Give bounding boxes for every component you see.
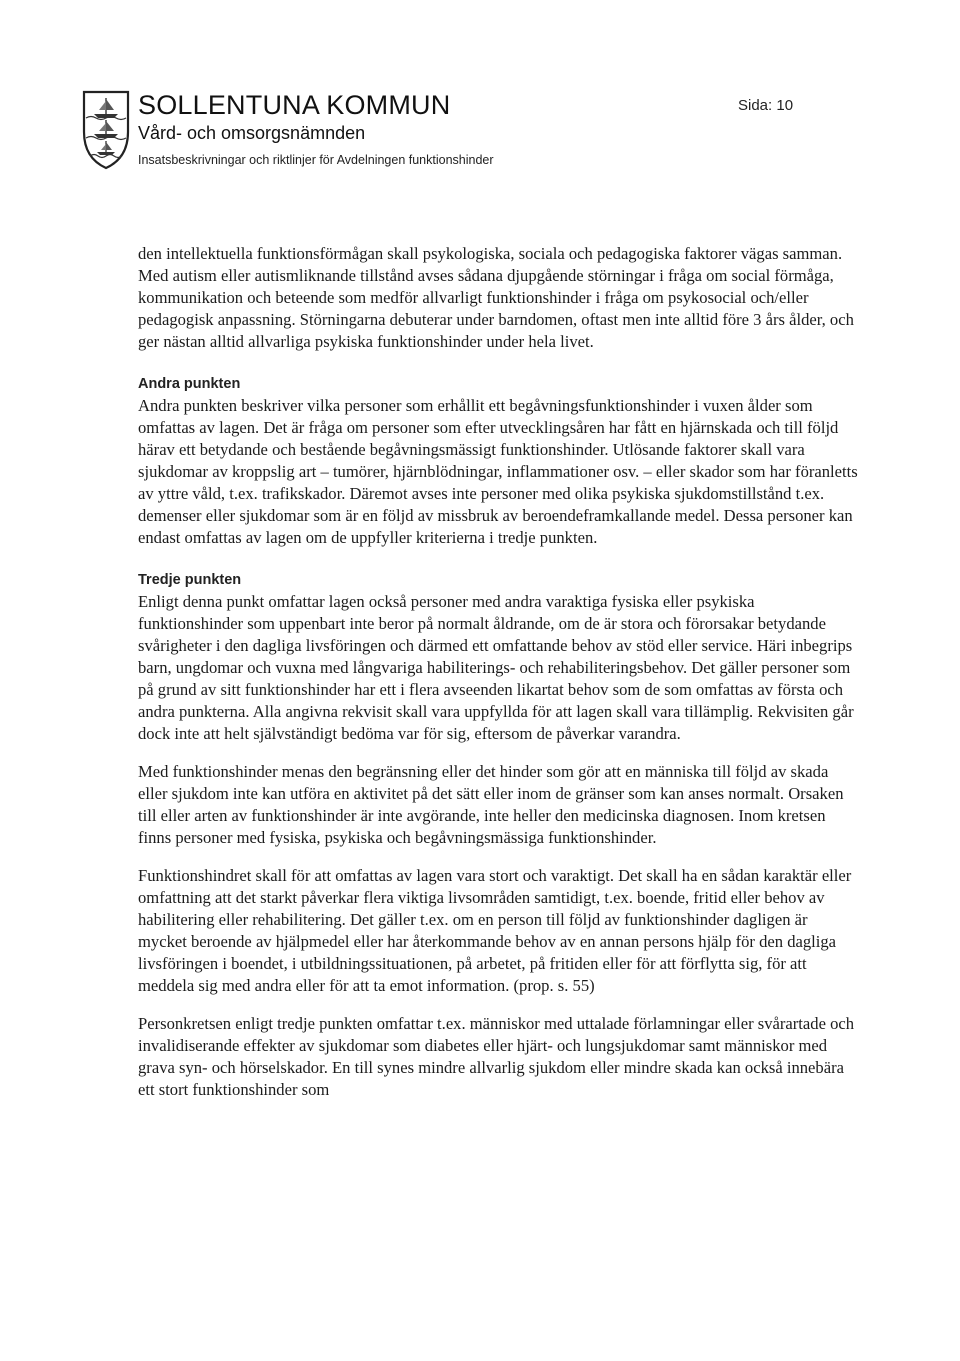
- section-heading-andra-punkten: Andra punkten: [138, 376, 241, 392]
- section-tredje-punkten-paragraph-1: Enligt denna punkt omfattar lagen också personer med andra varaktiga fysiska eller psykiska funktionshinder som uppenbart inte beror på normalt åldrande, om de är stora och förorsakar betydande svårigheter i den dagliga livsföringen och därmed ett omfattande behov av stöd eller service. Häri inbegrips barn, ungdomar och vuxna med långvariga habiliterings- och rehabiliteringsbehov. Det gäller personer som på grund av sitt funktionshinder har ett i flera avseenden likartat behov som de som omfattas av första och andra punkterna. Alla angivna rekvisit skall vara uppfyllda för att lagen skall vara tillämplig. Rekvisiten går dock inte att helt självständigt bedöma var för sig, eftersom de påverkar varandra.: [138, 592, 854, 743]
- section-andra-punkten-text: Andra punkten beskriver vilka personer som erhållit ett begåvningsfunktionshinder i vuxen ålder som omfattas av lagen. Det är fråga om personer som efter utvecklingsåren har fått en hjärnskada och till följd härav ett betydande och bestående begåvningsmässigt funktionshinder. Utlösande faktorer skall vara sjukdomar av kroppslig art – tumörer, hjärnblödningar, inflammationer osv. – eller skador som har föranletts av yttre våld, t.ex. trafikskador. Däremot avses inte personer med olika psykiska sjukdomstillstånd t.ex. demenser eller sjukdomar som är en följd av missbruk av beroendeframkallande medel. Dessa personer kan endast omfattas av lagen om de uppfyller kriterierna i tredje punkten.: [138, 396, 858, 547]
- organization-name: SOLLENTUNA KOMMUN: [138, 90, 451, 120]
- section-tredje-punkten-paragraph-2: Med funktionshinder menas den begränsning eller det hinder som gör att en människa till följd av skada eller sjukdom inte kan utföra en aktivitet på det sätt eller inom de gränser som kan anses normalt. Orsaken till eller arten av funktionshinder är inte avgörande, inte heller den medicinska diagnosen. Inom kretsen finns personer med fysiska, psykiska och begåvningsmässiga funktionshinder.: [138, 762, 844, 847]
- section-tredje-punkten-paragraph-3: Funktionshindret skall för att omfattas av lagen vara stort och varaktigt. Det skall ha en sådan karaktär eller omfattning att det starkt påverkar flera viktiga livsområden samtidigt, t.ex. boende, fritid eller behov av habilitering eller rehabilitering. Det gäller t.ex. om en person till följd av funktionshinder dagligen är mycket beroende av hjälpmedel eller har återkommande behov av en annan persons hjälp för den dagliga livsföringen i boendet, i utbildningssituationen, på arbetet, på fritiden eller för att förflytta sig, för att meddela sig med andra eller för att ta emot information. (prop. s. 55): [138, 866, 852, 995]
- intro-paragraph-1: den intellektuella funktionsförmågan skall psykologiska, sociala och pedagogiska faktorer vägas samman.: [138, 244, 843, 263]
- document-body: [138, 243, 860, 1101]
- intro-paragraph-2: Med autism eller autismliknande tillstånd avses sådana djupgående störningar i fråga om social förmåga, kommunikation och beteende som medför allvarligt funktionshinder i fråga om psykosocial och/eller pedagogisk anpassning. Störningarna debuterar under barndomen, oftast men inte alltid före 3 års ålder, och ger nästan alltid allvarliga psykiska funktionshinder under hela livet.: [138, 266, 854, 351]
- section-tredje-punkten-paragraph-4: Personkretsen enligt tredje punkten omfattar t.ex. människor med uttalade förlamningar eller svårartade och invalidiserande effekter av sjukdomar som diabetes eller hjärt- och lungsjukdomar samt människor med grava syn- och hörselskador. En till synes mindre allvarlig sjukdom eller mindre skada kan också innebära ett stort funktionshinder som: [138, 1014, 855, 1099]
- document-subtitle: Insatsbeskrivningar och riktlinjer för Avdelningen funktionshinder: [138, 153, 494, 167]
- coat-of-arms-logo: [80, 88, 132, 172]
- page-number: Sida: 10: [738, 97, 794, 114]
- board-name: Vård- och omsorgsnämnden: [138, 123, 366, 143]
- section-heading-tredje-punkten: Tredje punkten: [138, 572, 242, 588]
